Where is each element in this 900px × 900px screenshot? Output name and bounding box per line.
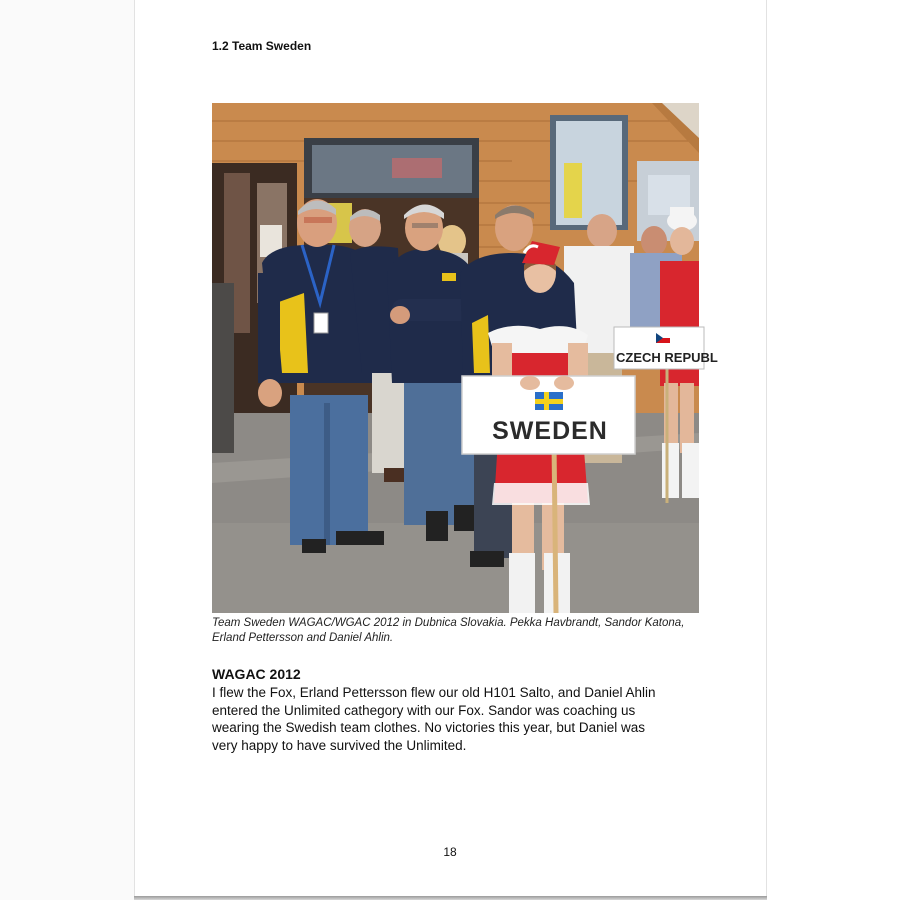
page-edge — [134, 896, 767, 900]
page-number: 18 — [443, 845, 457, 859]
team-photo — [212, 103, 718, 613]
body-paragraph — [212, 684, 702, 754]
subheading: WAGAC 2012 — [212, 666, 301, 682]
body-line: I flew the Fox, Erland Pettersson flew our old H101 Salto, and Daniel Ahlin — [212, 685, 656, 700]
section-heading: 1.2 Team Sweden — [212, 39, 312, 53]
sign-text: SWEDEN — [492, 417, 608, 445]
swedish-flag — [535, 392, 563, 410]
body-line: very happy to have survived the Unlimited. — [212, 737, 467, 753]
viewer-background — [0, 0, 134, 900]
background-sign-text: CZECH REPUBL — [616, 350, 718, 365]
photo-caption: Team Sweden WAGAC/WGAC 2012 in Dubnica Slovakia. Pekka Havbrandt, Sandor Katona, Erland Pettersson and Daniel Ahlin. — [212, 617, 685, 644]
body-line: wearing the Swedish team clothes. No victories this year, but Daniel was — [212, 720, 645, 736]
body-line: entered the Unlimited cathegory with our Fox. Sandor was coaching us — [212, 702, 636, 718]
